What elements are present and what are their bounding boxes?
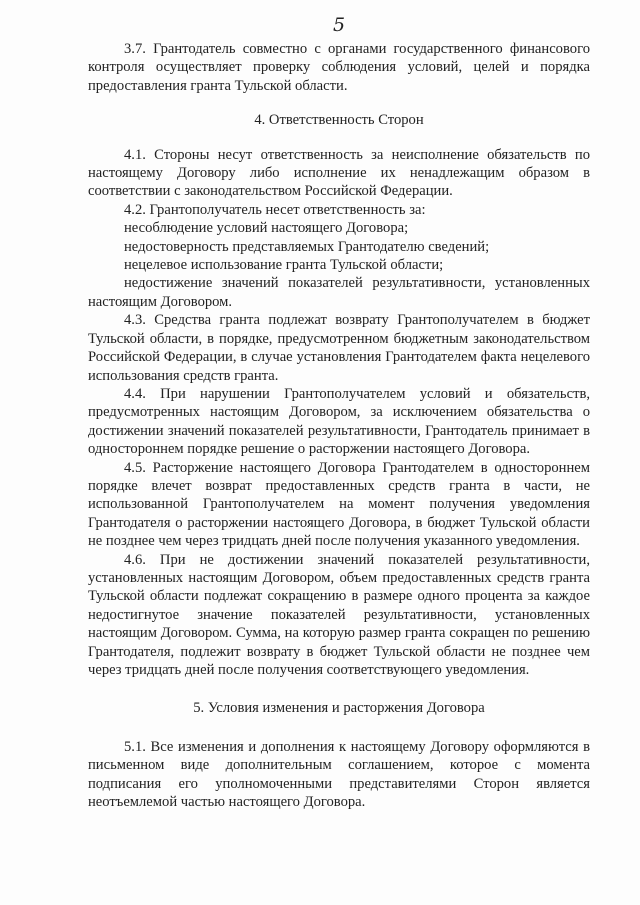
clause-4-2-item: нецелевое использование гранта Тульской области; (124, 257, 444, 274)
section-4-heading: 4. Ответственность Сторон (254, 112, 424, 129)
clause-4-2-item: несоблюдение условий настоящего Договора; (124, 220, 409, 237)
clause-4-4: 4.4. При нарушении Грантополучателем условий и обязательств, предусмотренных настоящим Договором, за исключением обязательства о достижении значений показателей результативности, Грантодатель принимает в одностороннем порядке решение о расторжении настоящего Договора. (88, 385, 590, 458)
page-number: 5 (333, 14, 346, 36)
section-5-heading: 5. Условия изменения и расторжения Договора (193, 700, 485, 717)
clause-4-2-item: недостоверность представляемых Грантодателю сведений; (124, 238, 490, 255)
clause-4-3: 4.3. Средства гранта подлежат возврату Грантополучателем в бюджет Тульской области, в порядке, предусмотренном бюджетным законодательством Российской Федерации, в случае установления Грантодателем факта нецелевого использования средств гранта. (88, 312, 590, 384)
clause-3-7: 3.7. Грантодатель совместно с органами государственного финансового контроля осуществляет проверку соблюдения условий, целей и порядка предоставления гранта Тульской области. (88, 41, 590, 94)
clause-4-6: 4.6. При не достижении значений показателей результативности, установленных настоящим Договором, объем предоставленных средств гранта Тульской области подлежат сокращению в размере одного процента за каждое недостигнутое значение показателей результативности, установленных настоящим Договором. Сумма, на которую размер гранта сокращен по решению Грантодателя, подлежит возврату в бюджет Тульской области не позднее чем через тридцать дней после получения соответствующего уведомления. (88, 551, 590, 678)
clause-4-5: 4.5. Расторжение настоящего Договора Грантодателем в одностороннем порядке влечет возврат предоставленных средств гранта в части, не использованной Грантополучателем на момент получения уведомления Грантодателя о расторжении настоящего Договора, в бюджет Тульской области не позднее чем через тридцать дней после получения указанного уведомления. (88, 459, 590, 550)
clause-5-1: 5.1. Все изменения и дополнения к настоящему Договору оформляются в письменном виде дополнительным соглашением, которое с момента подписания его уполномоченными представителями Сторон является неотъемлемой частью настоящего Договора. (88, 738, 590, 811)
document-body (88, 40, 590, 811)
clause-4-2-item: недостижение значений показателей результативности, установленных настоящим Договором. (88, 275, 590, 310)
clause-4-1: 4.1. Стороны несут ответственность за неисполнение обязательств по настоящему Договору либо исполнение их ненадлежащим образом в соответствии с законодательством Российской Федерации. (88, 146, 590, 200)
clause-4-2-intro: 4.2. Грантополучатель несет ответственность за: (124, 201, 426, 218)
